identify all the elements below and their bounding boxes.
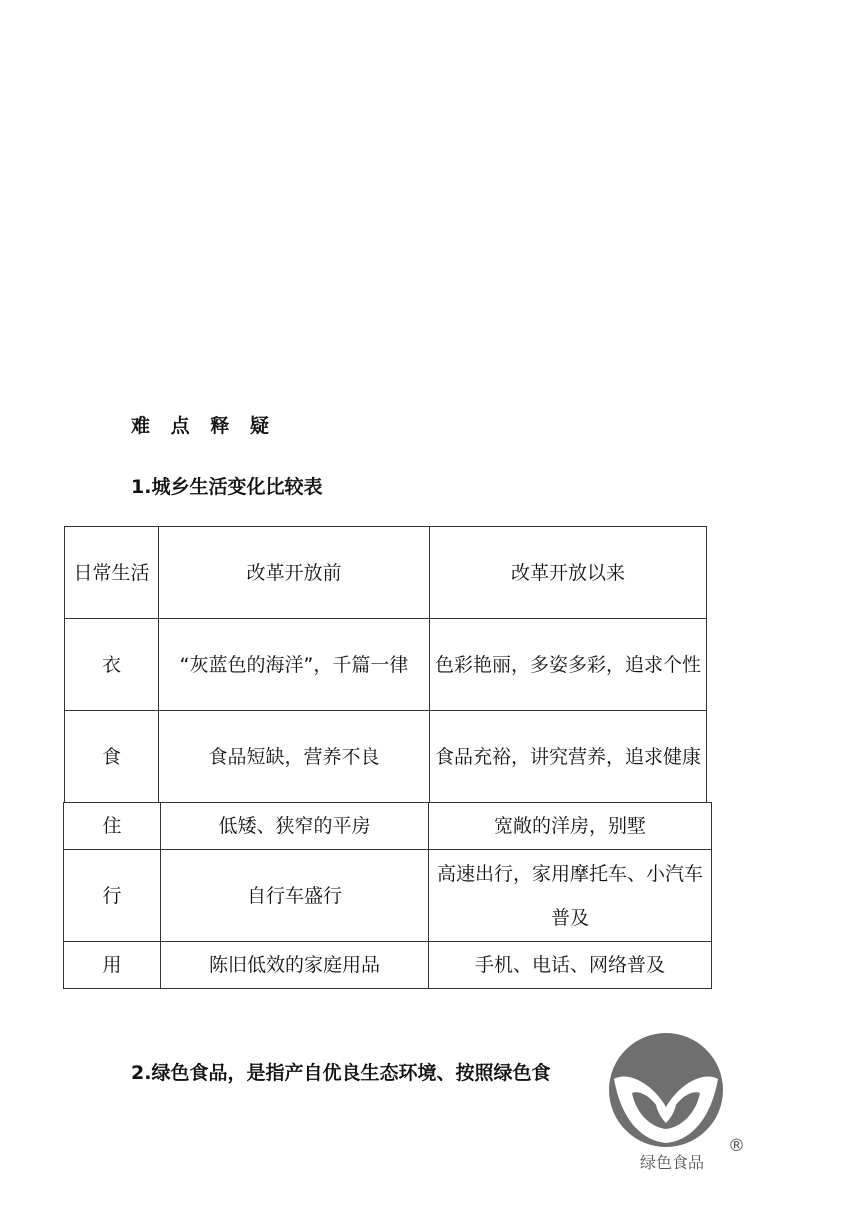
table-row (64, 850, 712, 942)
row-before: “灰蓝色的海洋”，千篇一律 (159, 619, 430, 711)
table-row (65, 619, 707, 711)
row-after: 手机、电话、网络普及 (429, 942, 712, 989)
comparison-table-bottom (63, 802, 712, 989)
row-before: 低矮、狭窄的平房 (161, 803, 429, 850)
section-heading: 难 点 释 疑 (131, 415, 276, 437)
table-row (65, 711, 707, 803)
paragraph-green-food: 2.绿色食品，是指产自优良生态环境、按照绿色食 (131, 1062, 551, 1084)
row-before: 食品短缺，营养不良 (159, 711, 430, 803)
row-before: 自行车盛行 (161, 850, 429, 942)
row-after: 食品充裕，讲究营养，追求健康 (430, 711, 707, 803)
row-aspect: 行 (64, 850, 161, 942)
row-before: 陈旧低效的家庭用品 (161, 942, 429, 989)
logo-caption: 绿色食品 (639, 1153, 705, 1172)
row-aspect: 住 (64, 803, 161, 850)
green-food-logo (606, 1033, 748, 1177)
header-after: 改革开放以来 (430, 527, 707, 619)
header-before: 改革开放前 (159, 527, 430, 619)
header-aspect: 日常生活 (65, 527, 159, 619)
table-title: 1.城乡生活变化比较表 (131, 476, 323, 498)
comparison-table-top (64, 526, 707, 803)
registered-mark: ® (728, 1136, 745, 1156)
table-header-row (65, 527, 707, 619)
row-after: 高速出行，家用摩托车、小汽车普及 (429, 850, 712, 942)
table-row (64, 942, 712, 989)
row-after: 色彩艳丽，多姿多彩，追求个性 (430, 619, 707, 711)
row-aspect: 食 (65, 711, 159, 803)
row-aspect: 衣 (65, 619, 159, 711)
table-row (64, 803, 712, 850)
row-after: 宽敞的洋房，别墅 (429, 803, 712, 850)
row-aspect: 用 (64, 942, 161, 989)
